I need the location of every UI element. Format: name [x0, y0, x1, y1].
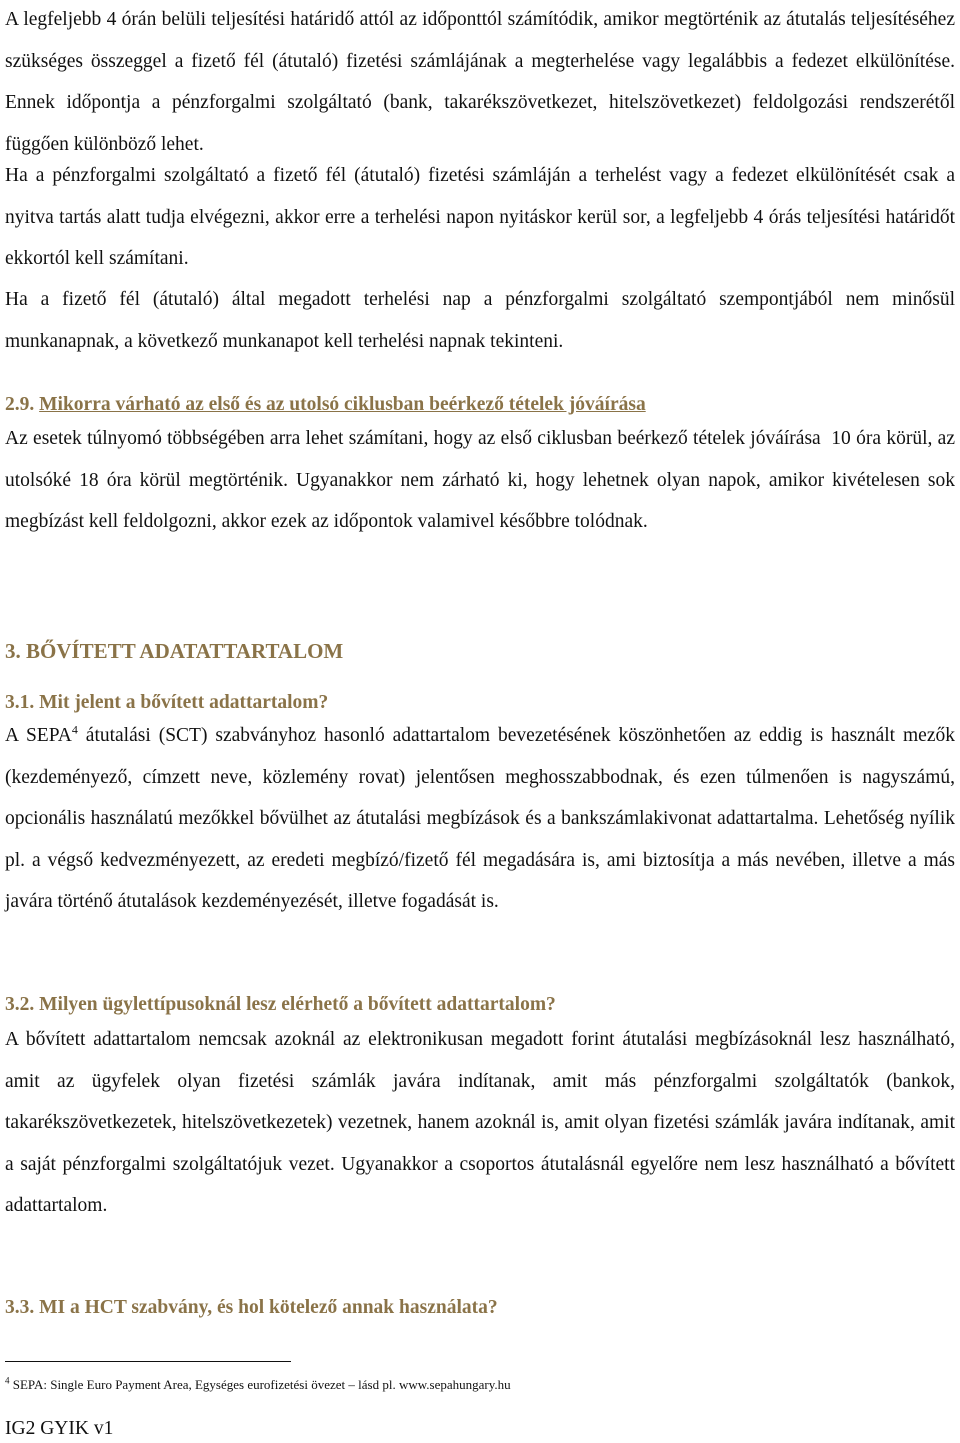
footnote-text: SEPA: Single Euro Payment Area, Egységes eurofizetési övezet – lásd pl. www.sepahungary.hu — [9, 1377, 511, 1392]
paragraph-opening-hours: Ha a pénzforgalmi szolgáltató a fizető fél (átutaló) fizetési számláján a terhelést vagy a fedezet elkülönítését csak a nyitva tartás alatt tudja elvégezni, akkor erre a terhelési napon nyitáskor kerül sor, a legfeljebb 4 órás teljesítési határidőt ekkortól kell számítani. — [5, 165, 955, 269]
heading-3-2: 3.2. Milyen ügylettípusoknál lesz elérhető a bővített adattartalom? — [5, 994, 556, 1015]
paragraph-3-1-rest: átutalási (SCT) szabványhoz hasonló adattartalom bevezetésének köszönhetően az eddig is használt mezők (kezdeményező, címzett neve, közlemény rovat) jelentősen meghosszabbodnak, és ezen túlmenően is nagyszámú, opcionális használatú mezőkkel bővülhet az átutalási megbízások és a bankszámlakivonat adattartalma. Lehetőség nyílik pl. a végső kedvezményezett, az eredeti megbízó/fizető fél megadására is, ami biztosítja a más nevében, illetve a más javára történő átutalások kezdeményezését, illetve fogadását is. — [5, 725, 955, 912]
paragraph-3-1-start: A SEPA — [5, 725, 72, 746]
paragraph-2-9: Az esetek túlnyomó többségében arra lehet számítani, hogy az első ciklusban beérkező tételek jóváírása 10 óra körül, az utolsóké 18 óra körül megtörténik. Ugyanakkor nem zárható ki, hogy lehetnek olyan napok, amikor kivételesen sok megbízást kell feldolgozni, akkor ezek az időpontok valamivel későbbre tolódnak. — [5, 428, 960, 532]
footnote-ref: 4 — [71, 722, 78, 737]
paragraph-non-working-day: Ha a fizető fél (átutaló) által megadott terhelési nap a pénzforgalmi szolgáltató szempontjából nem minősül munkanapnak, a következő munkanapot kell terhelési napnak tekinteni. — [5, 289, 955, 352]
page-footer: IG2 GYIK v1 — [5, 1418, 114, 1439]
heading-2-9-title: Mikorra várható az első és az utolsó ciklusban beérkező tételek jóváírása — [39, 394, 646, 415]
heading-3-3: 3.3. MI a HCT szabvány, és hol kötelező annak használata? — [5, 1297, 498, 1318]
paragraph-3-2: A bővített adattartalom nemcsak azoknál az elektronikusan megadott forint átutalási megbízásoknál lesz használható, amit az ügyfelek olyan fizetési számlák javára indítanak, amit más pénzforgalmi szolgáltatók (bankok, takarékszövetkezetek, hitelszövetkezetek) vezetnek, hanem azoknál is, amit olyan fizetési számlák javára indítanak, amit a saját pénzforgalmi szolgáltatójuk vezet. Ugyanakkor a csoportos átutalásnál egyelőre nem lesz használható a bővített adattartalom. — [5, 1029, 955, 1216]
heading-2-9-number: 2.9. — [5, 394, 35, 415]
heading-3: 3. BŐVÍTETT ADATATTARTALOM — [5, 639, 344, 663]
footnote-separator — [5, 1361, 291, 1362]
footnote-marker: 4 — [5, 1375, 10, 1386]
footnote — [5, 1376, 945, 1394]
paragraph-deadline-start: A legfeljebb 4 órán belüli teljesítési határidő attól az időponttól számítódik, amikor megtörténik az átutalás teljesítéséhez szükséges összeggel a fizető fél (átutaló) fizetési számlájának a megterhelése vagy legalábbis a fedezet elkülönítése. Ennek időpontja a pénzforgalmi szolgáltató (bank, takarékszövetkezet, hitelszövetkezet) feldolgozási rendszerétől függően különböző lehet. — [5, 9, 955, 155]
paragraph-3-1 — [5, 715, 955, 923]
heading-3-1: 3.1. Mit jelent a bővített adattartalom? — [5, 692, 329, 713]
